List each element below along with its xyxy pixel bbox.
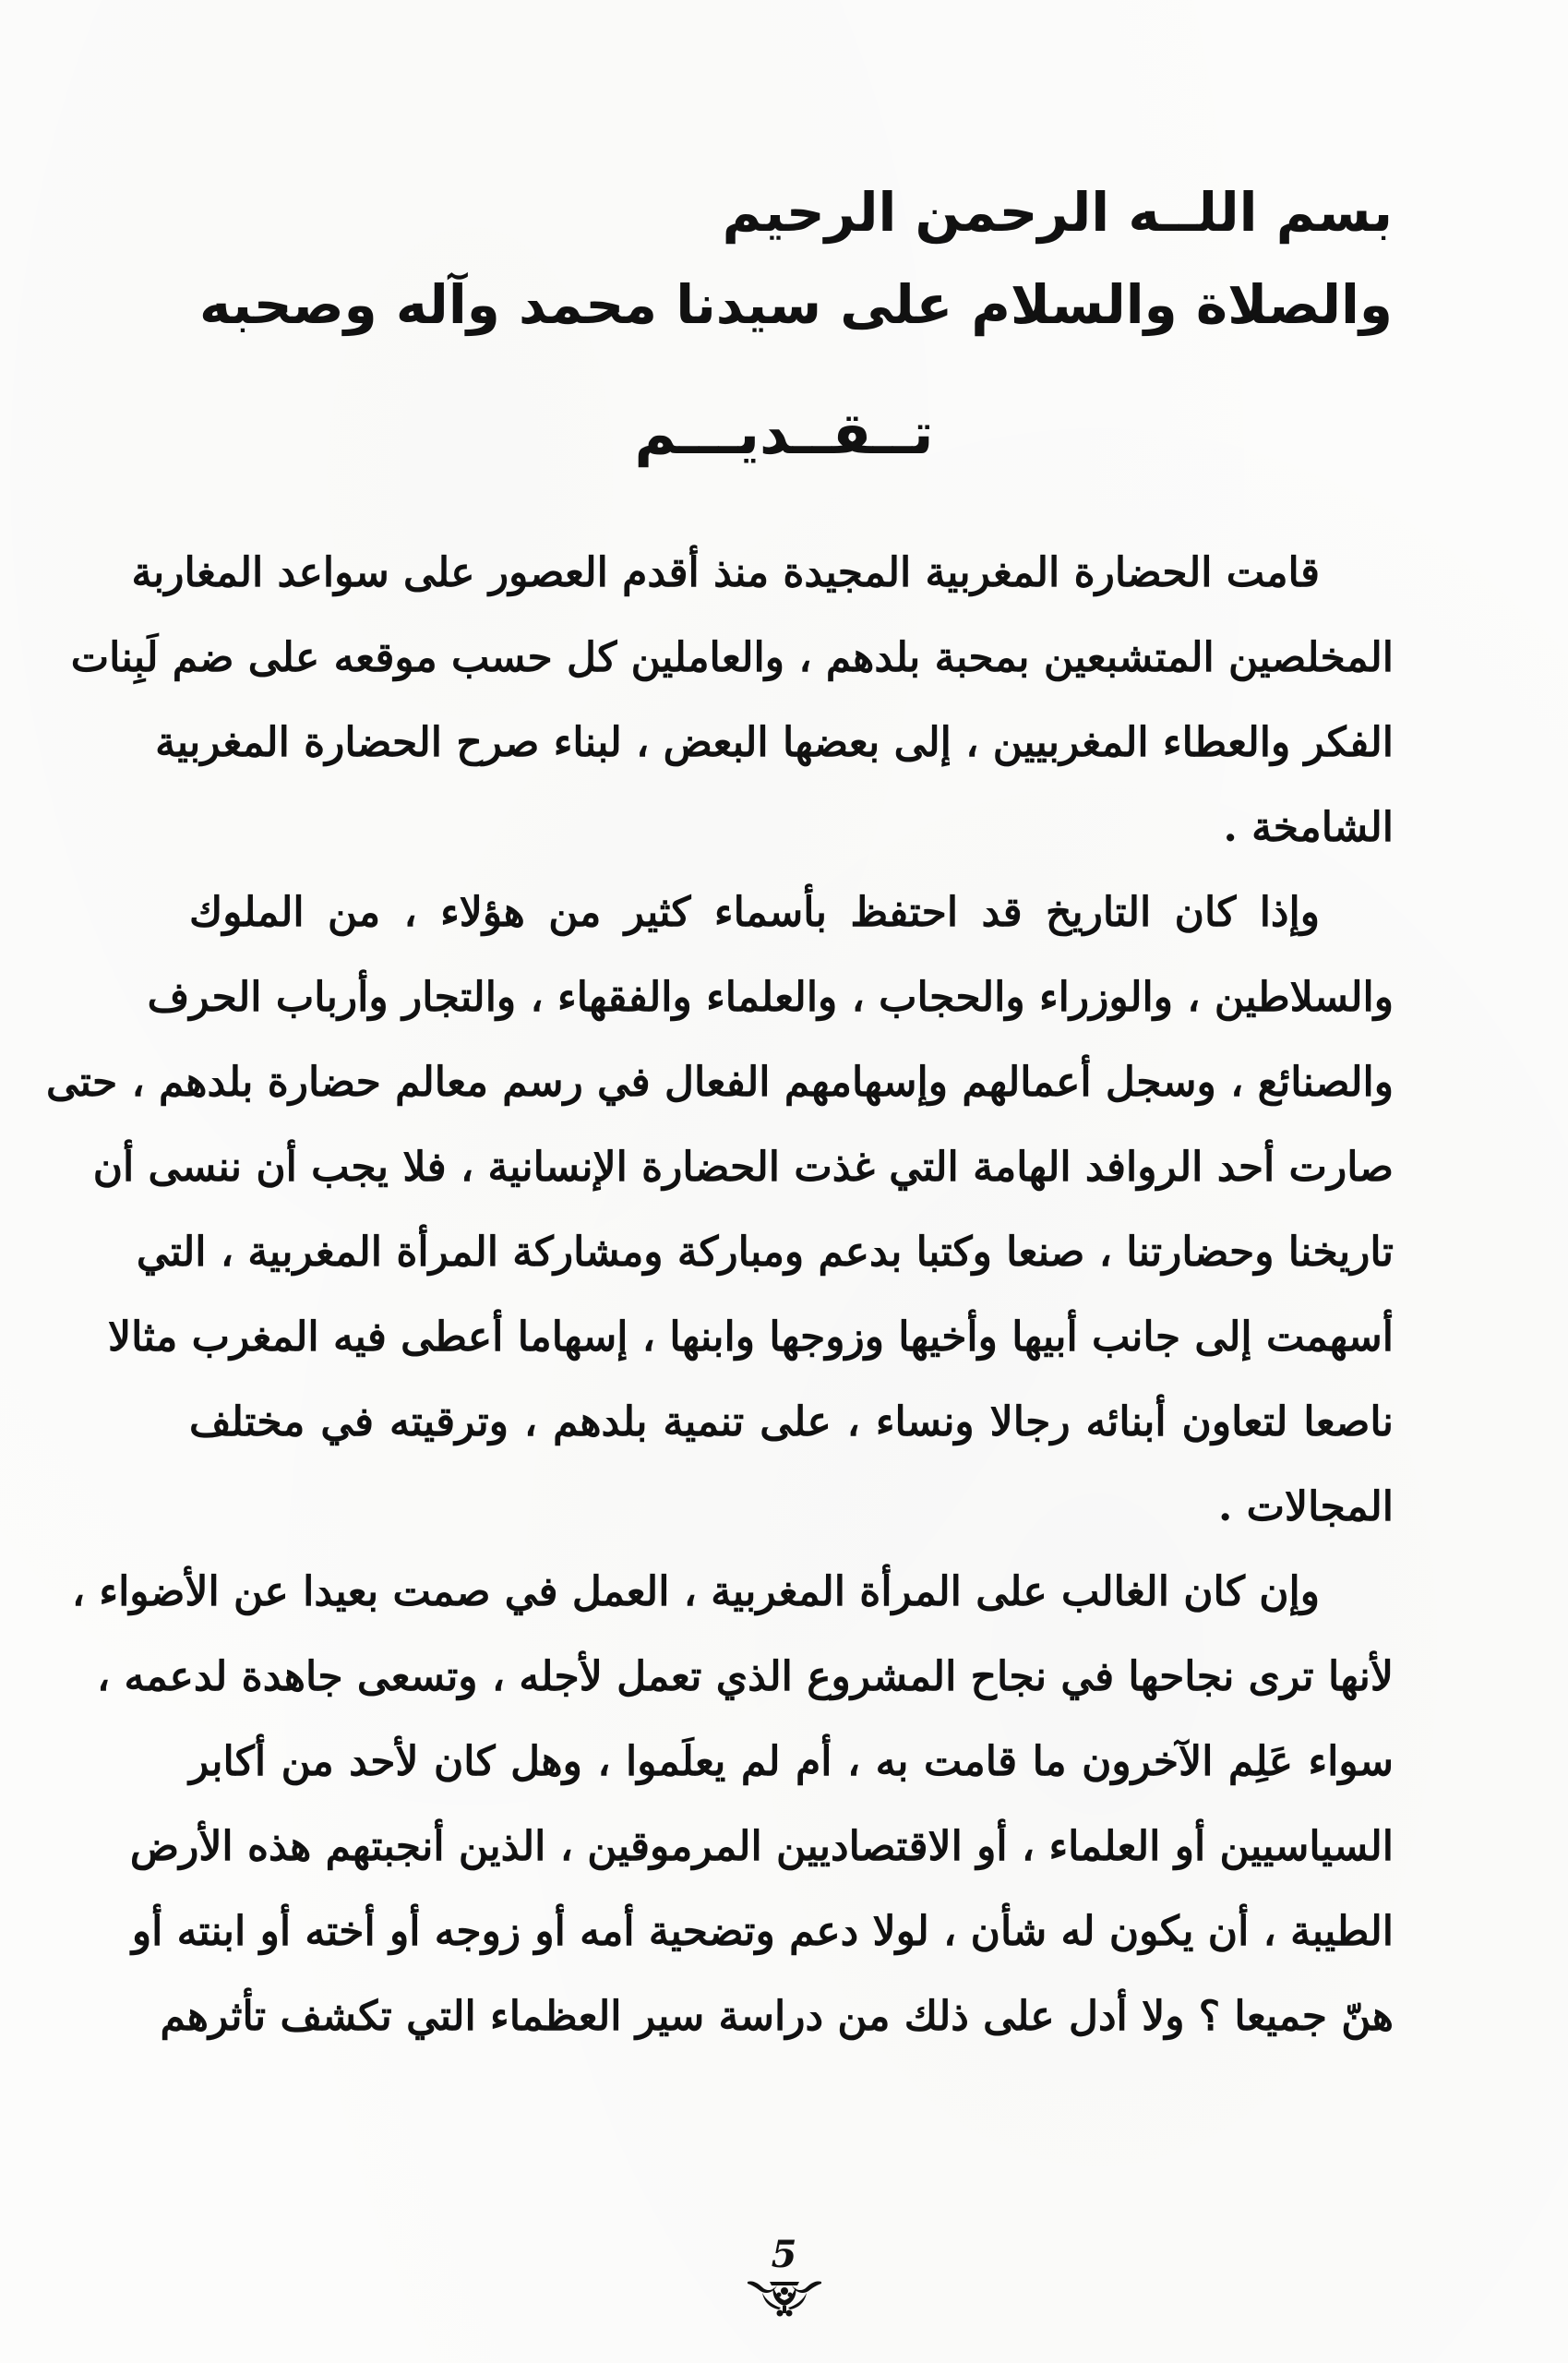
floral-ornament-icon [746,2278,823,2319]
page-footer [0,2234,1568,2319]
text-line: المخلصين المتشبعين بمحبة بلدهم ، والعاملين كل حسب موقعه على ضم لَبِنات [70,634,1394,681]
text-line: صارت أحد الروافد الهامة التي غذت الحضارة الإنسانية ، فلا يجب أن ننسى أن [92,1144,1394,1191]
text-line: المجالات . [1217,1483,1394,1530]
text-line: سواء عَلِم الآخرون ما قامت به ، أم لم يعلَموا ، وهل كان لأحد من أكابر [189,1738,1394,1785]
text-line: أسهمت إلى جانب أبيها وأخيها وزوجها وابنها ، إسهاما أعطى فيه المغرب مثالا [107,1313,1394,1361]
text-line: لأنها ترى نجاحها في نجاح المشروع الذي تعمل لأجله ، وتسعى جاهدة لدعمه ، [97,1653,1394,1700]
page-number: 5 [771,2233,797,2276]
text-line: السياسيين أو العلماء ، أو الاقتصاديين المرموقين ، الذين أنجبتهم هذه الأرض [129,1823,1394,1870]
text-line: هنّ جميعا ؟ ولا أدل على ذلك من دراسة سير العظماء التي تكشف تأثرهم [160,1993,1394,2040]
text-line: تاريخنا وحضارتنا ، صنعا وكتبا بدعم ومباركة ومشاركة المرأة المغربية ، التي [136,1229,1394,1276]
text-line: وإن كان الغالب على المرأة المغربية ، العمل في صمت بعيدا عن الأضواء ، [71,1568,1320,1615]
body-text [46,531,1394,2059]
paragraph [71,1550,1394,2059]
text-line: ناصعا لتعاون أبنائه رجالا ونساء ، على تنمية بلدهم ، وترقيته في مختلف [189,1398,1394,1445]
paragraph [70,531,1394,870]
text-line: والصنائع ، وسجل أعمالهم وإسهامهم الفعال في رسم معالم حضارة بلدهم ، حتى [46,1059,1394,1106]
text-line: الشامخة . [1223,804,1394,851]
text-line: والسلاطين ، والوزراء والحجاب ، والعلماء والفقهاء ، والتجار وأرباب الحرف [147,974,1394,1021]
paragraph [46,870,1394,1550]
text-line: الطيبة ، أن يكون له شأن ، لولا دعم وتضحية أمه أو زوجه أو أخته أو ابنته أو [131,1908,1394,1955]
basmala-heading: بسم اللــه الرحمن الرحيم [722,181,1393,244]
text-line: قامت الحضارة المغربية المجيدة منذ أقدم العصور على سواعد المغاربة [131,549,1320,596]
opening-invocation [199,166,1393,351]
text-line: الفكر والعطاء المغربيين ، إلى بعضها البعض ، لبناء صرح الحضارة المغربية [155,719,1394,766]
text-line: وإذا كان التاريخ قد احتفظ بأسماء كثير من هؤلاء ، من الملوك [189,889,1320,936]
salat-heading: والصلاة والسلام على سيدنا محمد وآله وصحبه [198,273,1393,336]
page-title: تــقــديـــم [634,400,934,467]
